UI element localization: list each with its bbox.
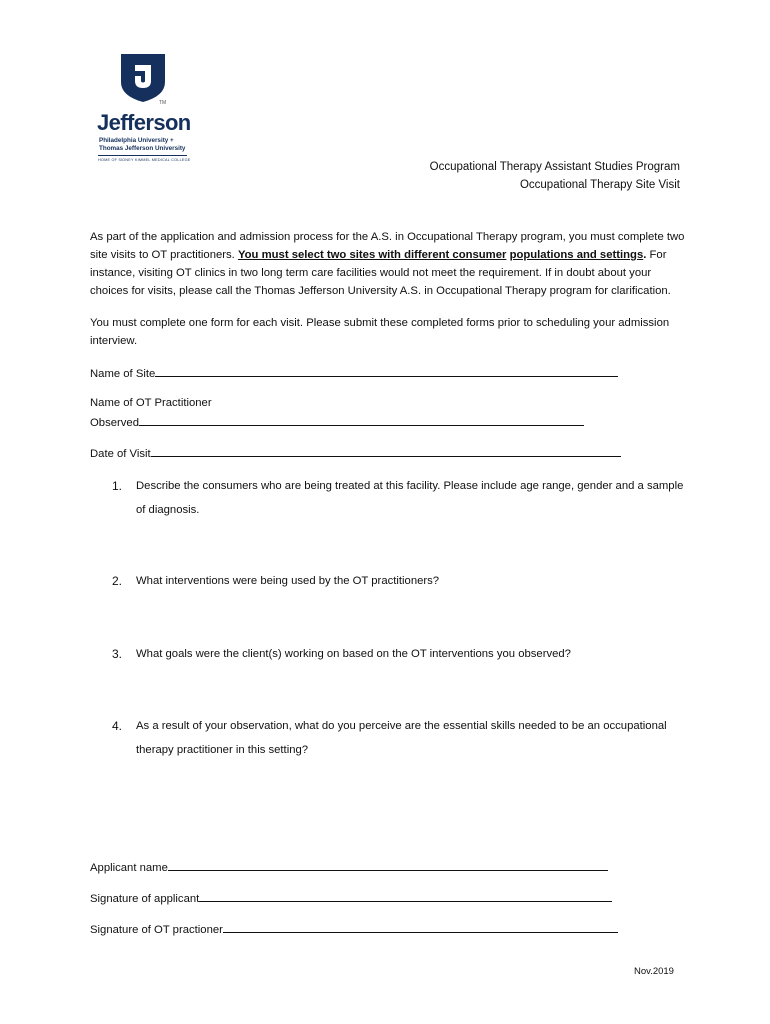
question-number: 1.: [112, 479, 123, 493]
applicant-signature-label: Signature of applicant: [90, 893, 200, 905]
revision-date: Nov.2019: [634, 966, 674, 977]
practitioner-name-line[interactable]: [139, 415, 584, 426]
question-text: As a result of your observation, what do you perceive are the essential skills needed to be an occupational therapy practitioner in this setting?: [136, 720, 667, 756]
brand-name: Jefferson: [97, 110, 191, 135]
brand-subtitle: [99, 137, 185, 153]
question-text: What goals were the client(s) working on based on the OT interventions you observed?: [136, 648, 571, 660]
applicant-name-line[interactable]: [168, 860, 608, 871]
question-text: What interventions were being used by the OT practitioners?: [136, 575, 440, 587]
ot-signature-field[interactable]: [90, 922, 618, 936]
brand-subtitle-line2: Thomas Jefferson University: [99, 145, 186, 152]
document-title: Occupational Therapy Site Visit: [519, 179, 680, 191]
ot-signature-label: Signature of OT practioner: [90, 924, 223, 936]
intro-text-1: As part of the application and admission process for the A.S. in Occupational Therapy program, you must complete two site visits to OT practitioners.: [90, 231, 685, 261]
intro-text-2: For instance, visiting OT clinics in two long term care facilities would not meet the requirement. If in doubt about your choices for visits, please call the Thomas Jefferson University A.S. in Occupational Therapy program for clarification.: [90, 249, 671, 297]
applicant-signature-field[interactable]: [90, 891, 612, 905]
intro-emphasis-1: You must select two sites with different consumer: [237, 249, 507, 261]
intro-emphasis-2: populations and settings: [509, 249, 644, 261]
intro-paragraph: [90, 228, 688, 300]
practitioner-name-label-2: Observed: [90, 417, 139, 429]
program-title: Occupational Therapy Assistant Studies Program: [429, 161, 680, 173]
brand-tagline: HOME OF SIDNEY KIMMEL MEDICAL COLLEGE: [98, 158, 191, 162]
site-name-line[interactable]: [155, 366, 618, 377]
site-name-label: Name of Site: [90, 368, 156, 380]
trademark-mark: TM: [159, 100, 167, 106]
practitioner-name-field[interactable]: [90, 415, 584, 429]
brand-subtitle-line1: Philadelphia University +: [99, 137, 174, 144]
applicant-name-label: Applicant name: [90, 862, 168, 874]
question-number: 3.: [112, 647, 123, 661]
ot-signature-line[interactable]: [223, 922, 618, 933]
visit-date-line[interactable]: [151, 446, 621, 457]
question-number: 2.: [112, 574, 123, 588]
instruction-paragraph: You must complete one form for each visit. Please submit these completed forms prior to scheduling your admission interview.: [90, 317, 670, 347]
applicant-name-field[interactable]: [90, 860, 608, 874]
applicant-signature-line[interactable]: [199, 891, 612, 902]
practitioner-name-label-1: Name of OT Practitioner: [90, 397, 212, 409]
visit-date-label: Date of Visit: [90, 448, 151, 460]
site-name-field[interactable]: [90, 366, 618, 380]
intro-emphasis-period: .: [643, 249, 647, 261]
jefferson-shield-logo: [121, 54, 165, 102]
question-number: 4.: [112, 719, 123, 733]
brand-divider: [98, 155, 187, 156]
visit-date-field[interactable]: [90, 446, 621, 460]
question-text: Describe the consumers who are being treated at this facility. Please include age range, gender and a sample of diagnosis.: [136, 480, 684, 516]
